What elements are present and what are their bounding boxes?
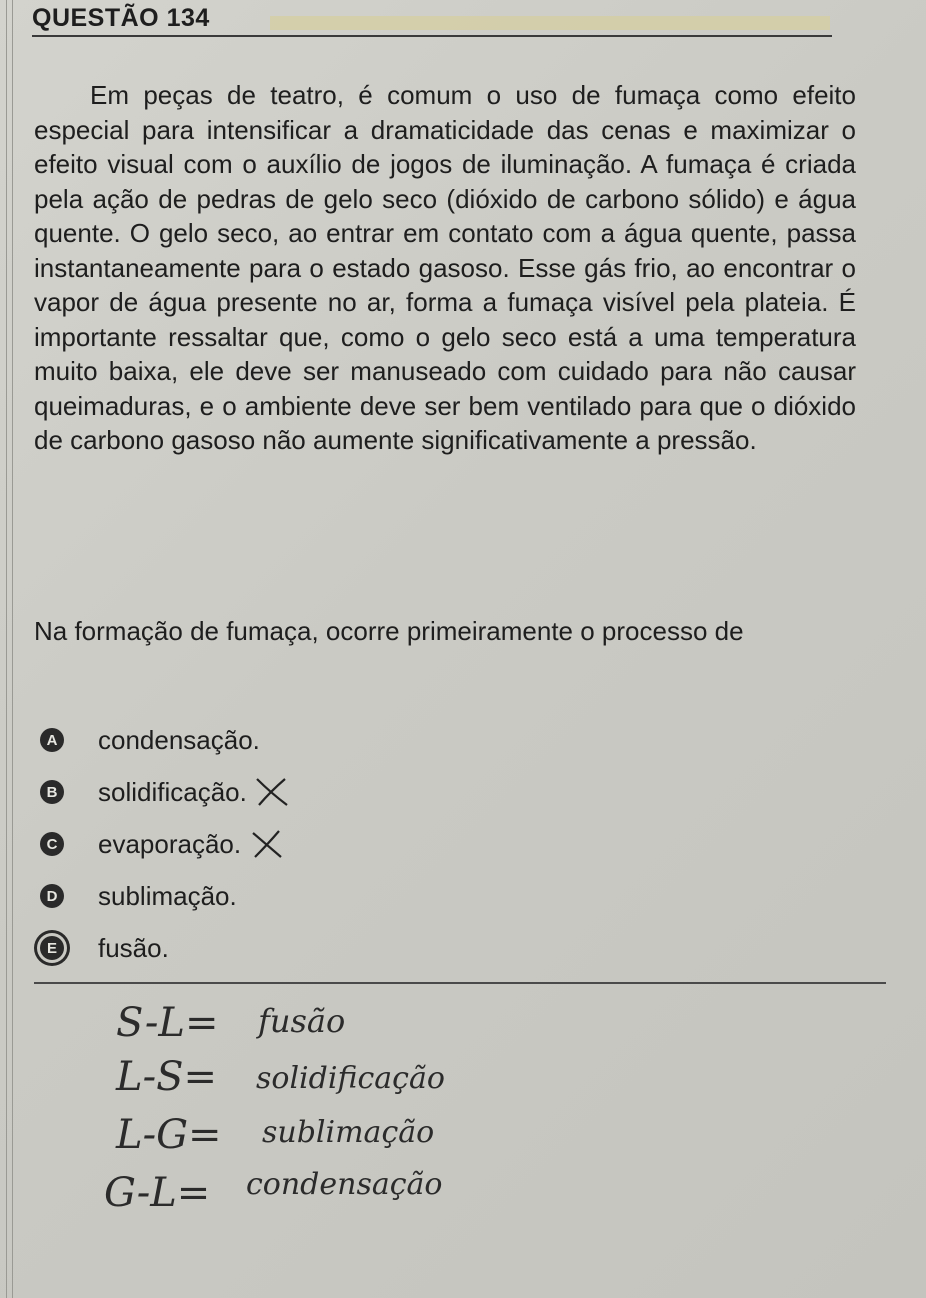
handwritten-notes [0,990,926,1230]
option-text: evaporação. [98,828,242,859]
note-phase-left: S-L= [116,1000,219,1046]
option-text: sublimação. [98,880,237,911]
question-header: QUESTÃO 134 [32,4,210,32]
cross-mark-icon [253,775,291,809]
note-process-right: solidificação [256,1061,445,1096]
option-c[interactable] [40,818,540,870]
option-b[interactable] [40,766,540,818]
option-e[interactable] [40,922,540,974]
option-letter-badge: C [40,832,64,856]
note-process-right: condensação [246,1167,443,1202]
option-text: fusão. [98,932,169,963]
highlighter-mark [270,16,830,30]
option-letter-badge-circled: E [40,936,64,960]
option-letter-badge: A [40,728,64,752]
note-process-right: fusão [258,1002,346,1040]
note-process-right: sublimação [262,1115,435,1150]
note-phase-left: G-L= [104,1170,211,1216]
header-rule [32,35,832,37]
note-phase-left: L-G= [116,1112,222,1158]
option-letter-badge: D [40,884,64,908]
option-d[interactable] [40,870,540,922]
note-phase-left: L-S= [116,1054,217,1100]
option-a[interactable] [40,714,540,766]
question-prompt: Na formação de fumaça, ocorre primeiramente o processo de [34,616,744,646]
question-text: Em peças de teatro, é comum o uso de fumaça como efeito especial para intensificar a dramaticidade das cenas e maximizar o efeito visual com o auxílio de jogos de iluminação. A fumaça é criada pela ação de pedras de gelo seco (dióxido de carbono sólido) e água quente. O gelo seco, ao entrar em contato com a água quente, passa instantaneamente para o estado gasoso. Esse gás frio, ao encontrar o vapor de água presente no ar, forma a fumaça visível pela plateia. É importante ressaltar que, como o gelo seco está a uma temperatura muito baixa, ele deve ser manuseado com cuidado para não causar queimaduras, e o ambiente deve ser bem ventilado para que o dióxido de carbono gasoso não aumente significativamente a pressão. [34,80,856,455]
answer-options [40,714,540,974]
option-text: condensação. [98,724,260,755]
option-letter-badge: B [40,780,64,804]
cross-mark-icon [247,827,285,861]
option-text: solidificação. [98,776,247,807]
bottom-rule [34,982,886,984]
